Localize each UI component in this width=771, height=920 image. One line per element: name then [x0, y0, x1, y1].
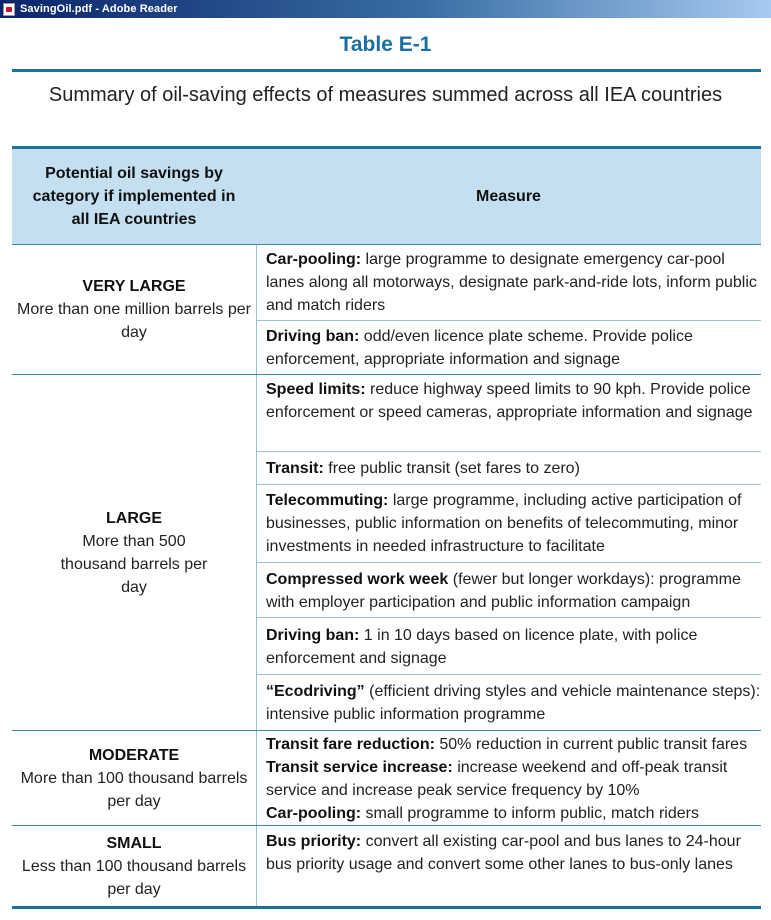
category-description: More than one million barrels per day: [17, 301, 251, 341]
measure-head: Car-pooling:: [266, 251, 362, 268]
measure-text: (fewer but longer workdays): programme with employer participation and public information campaign: [266, 571, 741, 611]
top-rule: [12, 69, 761, 72]
measure-item: [266, 325, 761, 371]
category-moderate: [12, 731, 256, 825]
measure-divider: [256, 451, 761, 452]
bottom-rule: [12, 906, 761, 909]
measure-head: Transit fare reduction:: [266, 736, 435, 753]
measure-divider: [256, 617, 761, 618]
measure-item: [266, 830, 761, 876]
measure-text: free public transit (set fares to zero): [323, 460, 580, 477]
measure-text: large programme to designate emergency car-pool lanes along all motorways, designate park-and-ride lots, inform public and match riders: [266, 251, 757, 314]
measure-text: 1 in 10 days based on licence plate, with police enforcement and signage: [266, 627, 698, 667]
header-measure-label: Measure: [476, 187, 541, 205]
category-small: [12, 826, 256, 906]
measure-item: [266, 457, 761, 480]
measure-head: “Ecodriving”: [266, 683, 365, 700]
table-label: Table E-1: [339, 33, 432, 56]
measure-text: 50% reduction in current public transit fares: [434, 736, 748, 753]
category-name: SMALL: [106, 834, 162, 852]
measure-divider: [256, 562, 761, 563]
measure-head: Driving ban:: [266, 328, 360, 345]
measure-item: [266, 680, 761, 726]
category-large: [12, 375, 256, 730]
measure-text: odd/even licence plate scheme. Provide police enforcement, appropriate information and signage: [266, 328, 693, 368]
column-separator: [256, 245, 257, 374]
measure-divider: [256, 320, 761, 321]
measure-item: [266, 248, 761, 317]
category-name: VERY LARGE: [82, 278, 186, 295]
measure-item: [266, 489, 761, 558]
measure-divider: [256, 484, 761, 485]
measure-head: Car-pooling:: [266, 805, 362, 822]
measure-text: convert all existing car-pool and bus lanes to 24-hour bus priority usage and convert some other lanes to bus-only lanes: [266, 833, 741, 873]
measure-item: [266, 733, 761, 756]
pdf-file-icon: [3, 3, 15, 16]
measure-text: large programme, including active participation of businesses, public information on benefits of telecommuting, minor investments in needed infrastructure to facilitate: [266, 492, 742, 555]
measure-head: Driving ban:: [266, 627, 360, 644]
measure-divider: [256, 674, 761, 675]
category-description: More than 100 thousand barrels per day: [20, 769, 248, 810]
header-measure: [256, 149, 761, 244]
measure-head: Transit:: [266, 460, 324, 477]
measure-item: [266, 378, 761, 424]
column-separator: [256, 375, 257, 730]
header-category: [12, 149, 256, 244]
category-description: Less than 100 thousand barrels per day: [21, 857, 247, 898]
measure-head: Telecommuting:: [266, 492, 389, 509]
measure-text: reduce highway speed limits to 90 kph. Provide police enforcement or speed cameras, appropriate information and signage: [266, 381, 753, 421]
measure-head: Transit service increase:: [266, 759, 453, 776]
column-separator: [256, 826, 257, 906]
header-category-label: Potential oil savings by category if implemented in all IEA countries: [32, 165, 236, 228]
column-separator: [256, 731, 257, 825]
measure-item: [266, 568, 761, 614]
measure-head: Bus priority:: [266, 833, 362, 850]
measure-text: small programme to inform public, match riders: [361, 805, 699, 822]
category-name: MODERATE: [88, 746, 180, 764]
measure-item: [266, 756, 761, 802]
measure-text: (efficient driving styles and vehicle maintenance steps): intensive public information programme: [266, 683, 761, 723]
window-titlebar[interactable]: [0, 0, 771, 18]
category-name: LARGE: [106, 509, 162, 527]
category-description: More than 500 thousand barrels per day: [60, 532, 208, 596]
measure-head: Compressed work week: [266, 571, 449, 588]
measure-text: increase weekend and off-peak transit service and increase peak service frequency by 10%: [266, 759, 728, 799]
window-title: SavingOil.pdf - Adobe Reader: [20, 3, 178, 15]
table-subtitle: Summary of oil-saving effects of measures summed across all IEA countries: [48, 84, 723, 106]
measure-item: [266, 802, 761, 825]
category-very-large: [12, 245, 256, 374]
measure-item: [266, 624, 761, 670]
measure-head: Speed limits:: [266, 381, 366, 398]
